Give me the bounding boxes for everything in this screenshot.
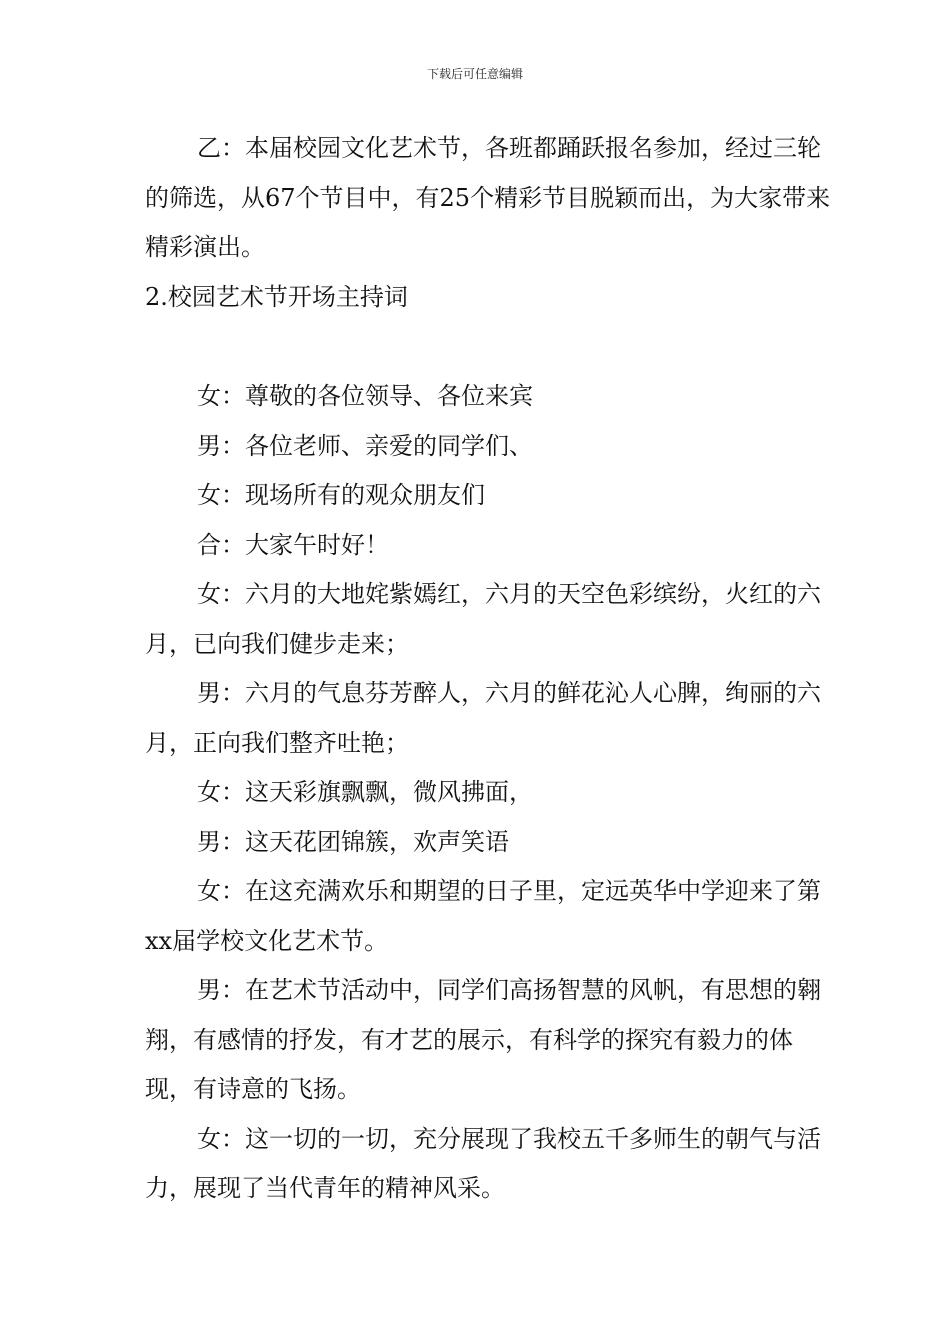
dialogue-line: 合：大家午时好！	[197, 530, 389, 559]
dialogue-line: 女：尊敬的各位领导、各位来宾	[197, 382, 533, 410]
dialogue-line: 女：在这充满欢乐和期望的日子里，定远英华中学迎来了第xx届学校文化艺术节。	[145, 877, 821, 955]
intro-paragraph: 乙：本届校园文化艺术节，各班都踊跃报名参加，经过三轮的筛选，从67个节目中，有25个精彩节目脱颖而出，为大家带来精彩演出。	[145, 134, 831, 261]
dialogue-line: 男：在艺术节活动中，同学们高扬智慧的风帆，有思想的翱翔，有感情的抒发，有才艺的展示，有科学的探究有毅力的体现，有诗意的飞扬。	[145, 976, 821, 1103]
dialogue-line: 男：这天花团锦簇，欢声笑语	[197, 827, 509, 856]
dialogue-line: 男：六月的气息芬芳醉人，六月的鲜花沁人心脾，绚丽的六月，正向我们整齐吐艳；	[145, 679, 821, 757]
section-heading: 2.校园艺术节开场主持词	[145, 282, 408, 311]
dialogue-line: 女：这天彩旗飘飘，微风拂面，	[197, 778, 533, 806]
dialogue-line: 女：这一切的一切，充分展现了我校五千多师生的朝气与活力，展现了当代青年的精神风采。	[145, 1124, 821, 1202]
dialogue-line: 女：六月的大地姹紫嫣红，六月的天空色彩缤纷，火红的六月，已向我们健步走来；	[145, 580, 821, 658]
document-body	[145, 124, 835, 1214]
blank-line	[145, 322, 835, 372]
dialogue-line: 男：各位老师、亲爱的同学们、	[197, 431, 533, 460]
page-header-note: 下载后可任意编辑	[426, 67, 523, 81]
dialogue-line: 女：现场所有的观众朋友们	[197, 481, 485, 509]
